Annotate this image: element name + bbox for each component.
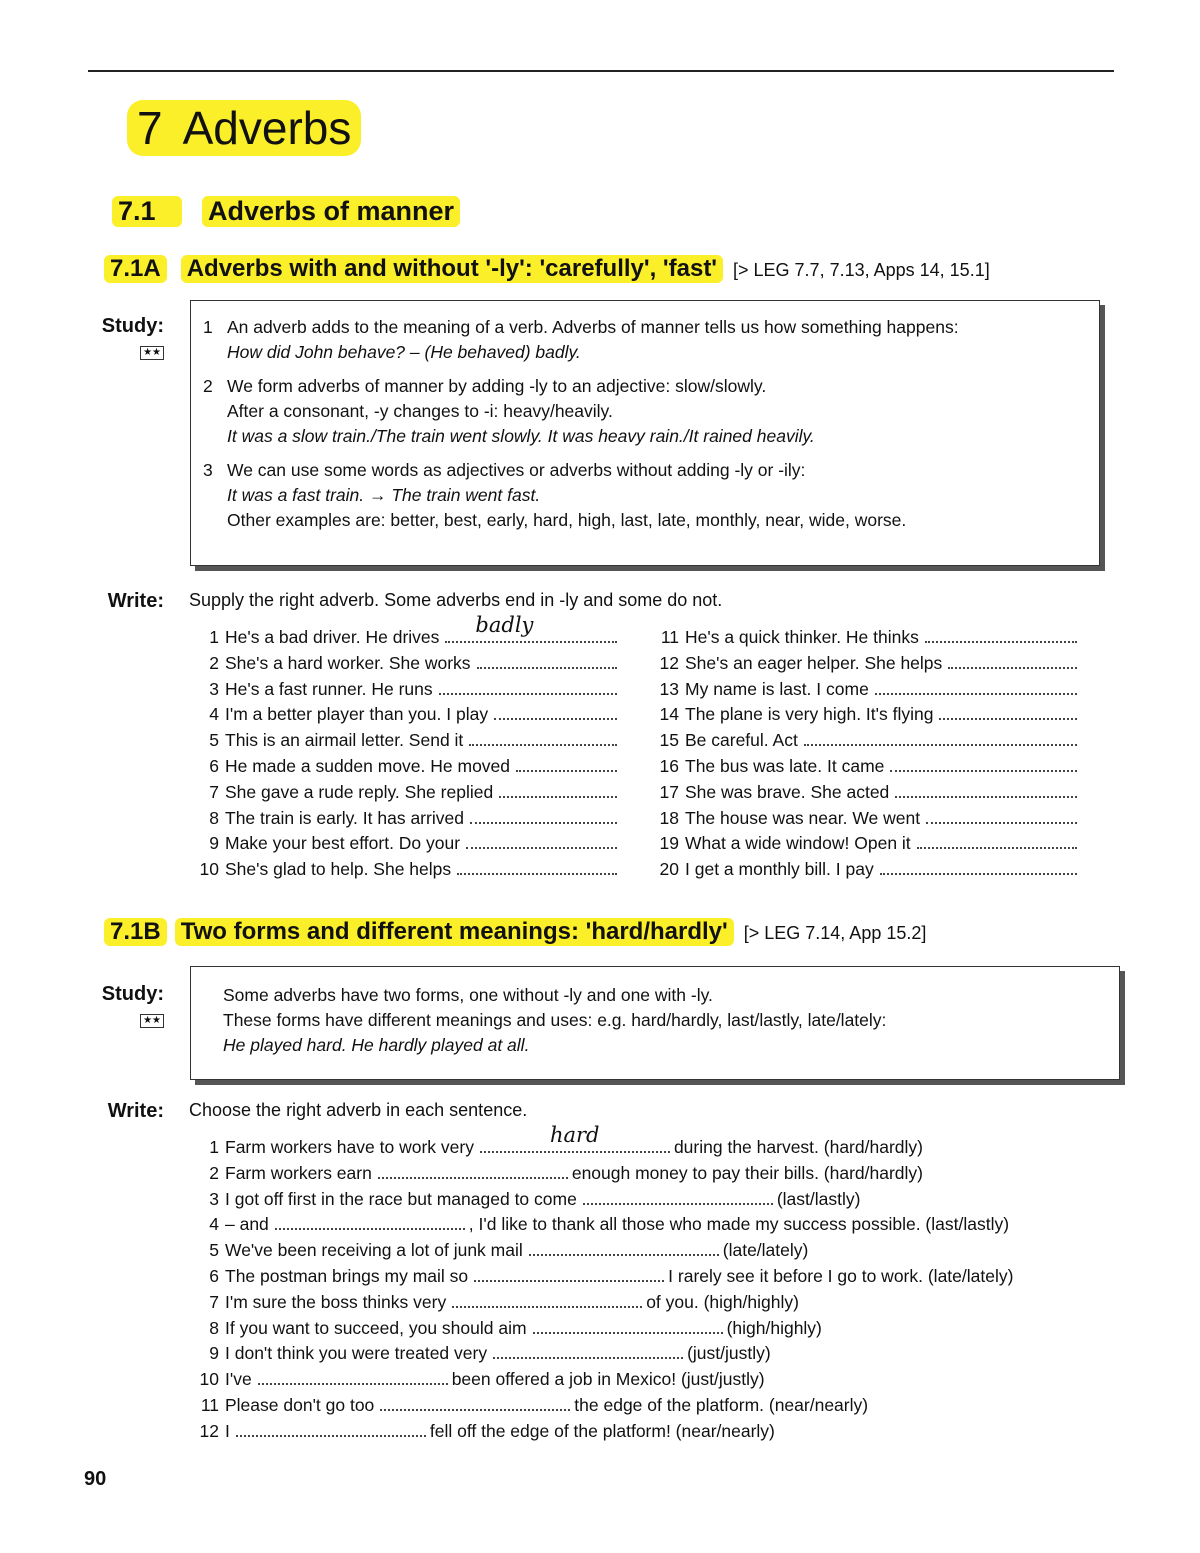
item-text: He's a bad driver. He drives (225, 627, 440, 647)
answer-blank[interactable] (470, 806, 617, 824)
exercise-item (189, 1341, 1119, 1367)
item-text-after: , I'd like to thank all those who made my success possible. (last/lastly) (468, 1214, 1010, 1235)
item-text: He made a sudden move. He moved (225, 755, 511, 776)
answer-blank[interactable] (275, 1212, 465, 1230)
subsection-a-heading (104, 255, 990, 283)
item-number: 2 (209, 1162, 219, 1183)
study-label-b (60, 983, 164, 1029)
study-label-a (60, 315, 164, 361)
item-text: She's a hard worker. She works (225, 652, 471, 673)
item-text-after: (high/highly) (726, 1317, 822, 1338)
answer-blank[interactable] (457, 857, 617, 875)
answer-blank[interactable] (477, 651, 617, 669)
study-point-body (227, 374, 815, 449)
item-text-before: We've been receiving a lot of junk mail (225, 1240, 523, 1261)
write-label-b: Write: (107, 1100, 164, 1122)
exercise-item (189, 651, 621, 677)
item-text-after: enough money to pay their bills. (hard/hardly) (571, 1162, 924, 1183)
exercise-item (649, 806, 1081, 832)
answer-blank[interactable] (583, 1187, 773, 1205)
answer-blank[interactable] (804, 728, 1077, 746)
item-text-before: I (225, 1420, 230, 1441)
answer-blank[interactable] (529, 1238, 719, 1256)
exercise-item (189, 613, 621, 651)
item-text-after: been offered a job in Mexico! (just/justly) (451, 1369, 765, 1390)
item-text: I get a monthly bill. I pay (685, 859, 874, 880)
exercise-a (189, 613, 1119, 887)
exercise-item (189, 857, 621, 883)
answer-blank[interactable] (439, 677, 617, 695)
item-number: 5 (209, 730, 219, 751)
item-number: 9 (209, 833, 219, 854)
item-number: 6 (209, 755, 219, 776)
study-point (203, 315, 1083, 365)
answer-blank[interactable] (939, 702, 1077, 720)
item-text: The house was near. We went (685, 807, 921, 828)
item-number: 18 (659, 807, 679, 828)
exercise-item (189, 1264, 1119, 1290)
handwritten-answer: badly (475, 613, 534, 637)
answer-blank[interactable] (926, 806, 1077, 824)
subsection-b-ref: [> LEG 7.14, App 15.2] (743, 923, 927, 943)
answer-blank[interactable] (493, 1341, 683, 1359)
study-point-line: How did John behave? – (He behaved) badly. (227, 342, 581, 362)
item-number: 4 (209, 1214, 219, 1235)
item-text: He's a fast runner. He runs (225, 678, 433, 699)
study-point (203, 458, 1083, 533)
item-text-after: (late/lately) (722, 1240, 809, 1261)
section-title: Adverbs of manner (202, 196, 460, 227)
instruction-a: Supply the right adverb. Some adverbs end in -ly and some do not. (189, 590, 723, 610)
answer-blank[interactable] (880, 857, 1077, 875)
exercise-a-left-column (189, 613, 621, 883)
write-label-a: Write: (107, 590, 164, 612)
exercise-item (189, 1290, 1119, 1316)
item-number: 12 (659, 652, 679, 673)
item-number: 8 (209, 1317, 219, 1338)
item-text: My name is last. I come (685, 678, 869, 699)
item-number: 7 (209, 1291, 219, 1312)
item-text-after: of you. (high/highly) (646, 1291, 799, 1312)
item-number: 10 (199, 859, 219, 880)
item-text: Be careful. Act (685, 730, 798, 751)
item-number: 19 (659, 833, 679, 854)
exercise-item (189, 677, 621, 703)
item-text-after: the edge of the platform. (near/nearly) (574, 1394, 869, 1415)
answer-blank[interactable] (494, 702, 617, 720)
item-number: 14 (659, 704, 679, 725)
item-number: 5 (209, 1240, 219, 1261)
exercise-item (189, 1419, 1119, 1445)
exercise-item (649, 857, 1081, 883)
exercise-item (189, 1393, 1119, 1419)
answer-blank[interactable] (378, 1161, 568, 1179)
answer-blank[interactable] (875, 677, 1077, 695)
study-point-body (227, 458, 906, 533)
exercise-item (649, 780, 1081, 806)
item-number: 15 (659, 730, 679, 751)
answer-blank[interactable] (948, 651, 1077, 669)
study-point-line: An adverb adds to the meaning of a verb. Adverbs of manner tells us how something happens: (227, 317, 959, 337)
item-text-before: The postman brings my mail so (225, 1265, 469, 1286)
item-text: She's glad to help. She helps (225, 859, 452, 880)
exercise-item (649, 728, 1081, 754)
top-rule (88, 70, 1114, 72)
item-number: 17 (659, 781, 679, 802)
exercise-item (649, 651, 1081, 677)
chapter-title: Adverbs (182, 102, 352, 154)
item-number: 11 (660, 627, 679, 647)
item-number: 11 (200, 1394, 219, 1415)
subsection-a-title: Adverbs with and without '-ly': 'carefully', 'fast' (181, 255, 723, 283)
exercise-item (649, 625, 1081, 651)
study-b-line-1: Some adverbs have two forms, one without -ly and one with -ly. (223, 985, 713, 1005)
exercise-item (189, 1367, 1119, 1393)
study-point-line: We can use some words as adjectives or adverbs without adding -ly or -ily: (227, 460, 806, 480)
exercise-item (189, 728, 621, 754)
item-number: 8 (209, 807, 219, 828)
item-text-before: I'm sure the boss thinks very (225, 1291, 447, 1312)
handwritten-answer: hard (549, 1123, 600, 1147)
item-text-after: (just/justly) (687, 1343, 771, 1364)
item-text: Make your best effort. Do your (225, 833, 461, 854)
answer-blank[interactable] (466, 831, 617, 849)
item-number: 12 (199, 1420, 219, 1441)
item-text-after: (last/lastly) (776, 1188, 861, 1209)
study-point-line: It was a slow train./The train went slowly. It was heavy rain./It rained heavily. (227, 426, 815, 446)
exercise-item (189, 780, 621, 806)
exercise-item (189, 806, 621, 832)
exercise-item (189, 1238, 1119, 1264)
section-heading (112, 196, 460, 227)
item-number: 3 (209, 1188, 219, 1209)
answer-blank[interactable] (474, 1264, 664, 1282)
answer-blank[interactable] (516, 754, 617, 772)
chapter-heading (127, 100, 361, 156)
study-point-number: 3 (203, 460, 213, 480)
item-text-after: during the harvest. (hard/hardly) (673, 1137, 923, 1157)
study-point-line: Other examples are: better, best, early, hard, high, last, late, monthly, near, wide, worse. (227, 510, 907, 530)
answer-blank[interactable] (890, 754, 1077, 772)
item-text: She was brave. She acted (685, 781, 890, 802)
item-text: She gave a rude reply. She replied (225, 781, 494, 802)
study-box-a (190, 300, 1100, 566)
item-text: I'm a better player than you. I play (225, 704, 489, 725)
item-number: 1 (209, 1137, 219, 1157)
exercise-item (189, 1187, 1119, 1213)
item-number: 3 (209, 678, 219, 699)
item-text-before: If you want to succeed, you should aim (225, 1317, 527, 1338)
item-text: What a wide window! Open it (685, 833, 911, 854)
exercise-item (189, 1161, 1119, 1187)
exercise-item (189, 1123, 1119, 1161)
answer-blank[interactable] (533, 1316, 723, 1334)
stars-icon: ★★ (140, 1014, 164, 1028)
answer-blank[interactable] (469, 728, 617, 746)
answer-blank[interactable] (925, 625, 1077, 643)
subsection-a-ref: [> LEG 7.7, 7.13, Apps 14, 15.1] (733, 260, 990, 280)
item-text: The train is early. It has arrived (225, 807, 464, 828)
exercise-item (189, 1212, 1119, 1238)
study-box-b (190, 966, 1120, 1080)
exercise-item (189, 702, 621, 728)
study-b-line-3: He played hard. He hardly played at all. (223, 1035, 530, 1055)
subsection-b-number: 7.1B (104, 918, 167, 946)
item-text: She's an eager helper. She helps (685, 652, 943, 673)
answer-blank[interactable] (380, 1393, 570, 1411)
item-number: 13 (659, 678, 679, 699)
answer-blank[interactable] (917, 831, 1077, 849)
exercise-item (649, 754, 1081, 780)
study-point-line: After a consonant, -y changes to -i: heavy/heavily. (227, 401, 613, 421)
study-b-line-2: These forms have different meanings and uses: e.g. hard/hardly, last/lastly, late/lately: (223, 1010, 887, 1030)
subsection-b-heading (104, 918, 926, 946)
item-text-after: I rarely see it before I go to work. (late/lately) (668, 1265, 1014, 1286)
exercise-item (189, 831, 621, 857)
item-number: 10 (199, 1369, 219, 1390)
study-point (203, 374, 1083, 449)
exercise-item (649, 831, 1081, 857)
item-text-after: fell off the edge of the platform! (near/nearly) (429, 1420, 775, 1441)
answer-blank[interactable] (895, 780, 1077, 798)
study-label-text: Study: (101, 315, 164, 337)
answer-blank[interactable] (236, 1419, 426, 1437)
item-text-before: Please don't go too (225, 1394, 375, 1415)
item-text-before: I got off first in the race but managed to come (225, 1188, 577, 1209)
exercise-item (189, 1316, 1119, 1342)
page-number: 90 (84, 1468, 107, 1490)
study-label-text: Study: (101, 983, 164, 1005)
exercise-item (649, 702, 1081, 728)
subsection-a-number: 7.1A (104, 255, 167, 283)
instruction-b: Choose the right adverb in each sentence. (189, 1100, 528, 1120)
item-text: The bus was late. It came (685, 755, 885, 776)
item-number: 7 (209, 781, 219, 802)
item-number: 2 (209, 652, 219, 673)
item-number: 9 (209, 1343, 219, 1364)
section-number: 7.1 (112, 196, 182, 227)
item-text-before: I've (225, 1369, 252, 1390)
exercise-item (189, 754, 621, 780)
item-text: The plane is very high. It's flying (685, 704, 934, 725)
item-text-before: I don't think you were treated very (225, 1343, 488, 1364)
answer-blank[interactable] (258, 1367, 448, 1385)
item-text-before: Farm workers earn (225, 1162, 372, 1183)
study-point-number: 2 (203, 376, 213, 396)
exercise-b (189, 1123, 1119, 1445)
item-number: 16 (659, 755, 679, 776)
chapter-number: 7 (137, 102, 163, 154)
subsection-b-title: Two forms and different meanings: 'hard/hardly' (175, 918, 734, 946)
item-text: He's a quick thinker. He thinks (685, 627, 919, 647)
exercise-item (649, 677, 1081, 703)
exercise-a-right-column (649, 625, 1081, 883)
item-text: This is an airmail letter. Send it (225, 730, 464, 751)
item-number: 6 (209, 1265, 219, 1286)
answer-blank[interactable] (480, 1123, 670, 1153)
item-number: 1 (209, 627, 219, 647)
answer-blank[interactable] (445, 613, 617, 643)
answer-blank[interactable] (452, 1290, 642, 1308)
item-text-before: – and (225, 1214, 269, 1235)
study-point-line: It was a fast train. → The train went fast. (227, 485, 541, 505)
study-point-line: We form adverbs of manner by adding -ly to an adjective: slow/slowly. (227, 376, 767, 396)
study-point-body (227, 315, 959, 365)
study-point-number: 1 (203, 317, 213, 337)
stars-icon: ★★ (140, 346, 164, 360)
item-text-before: Farm workers have to work very (225, 1137, 474, 1157)
item-number: 20 (659, 859, 679, 880)
answer-blank[interactable] (499, 780, 617, 798)
item-number: 4 (209, 704, 219, 725)
